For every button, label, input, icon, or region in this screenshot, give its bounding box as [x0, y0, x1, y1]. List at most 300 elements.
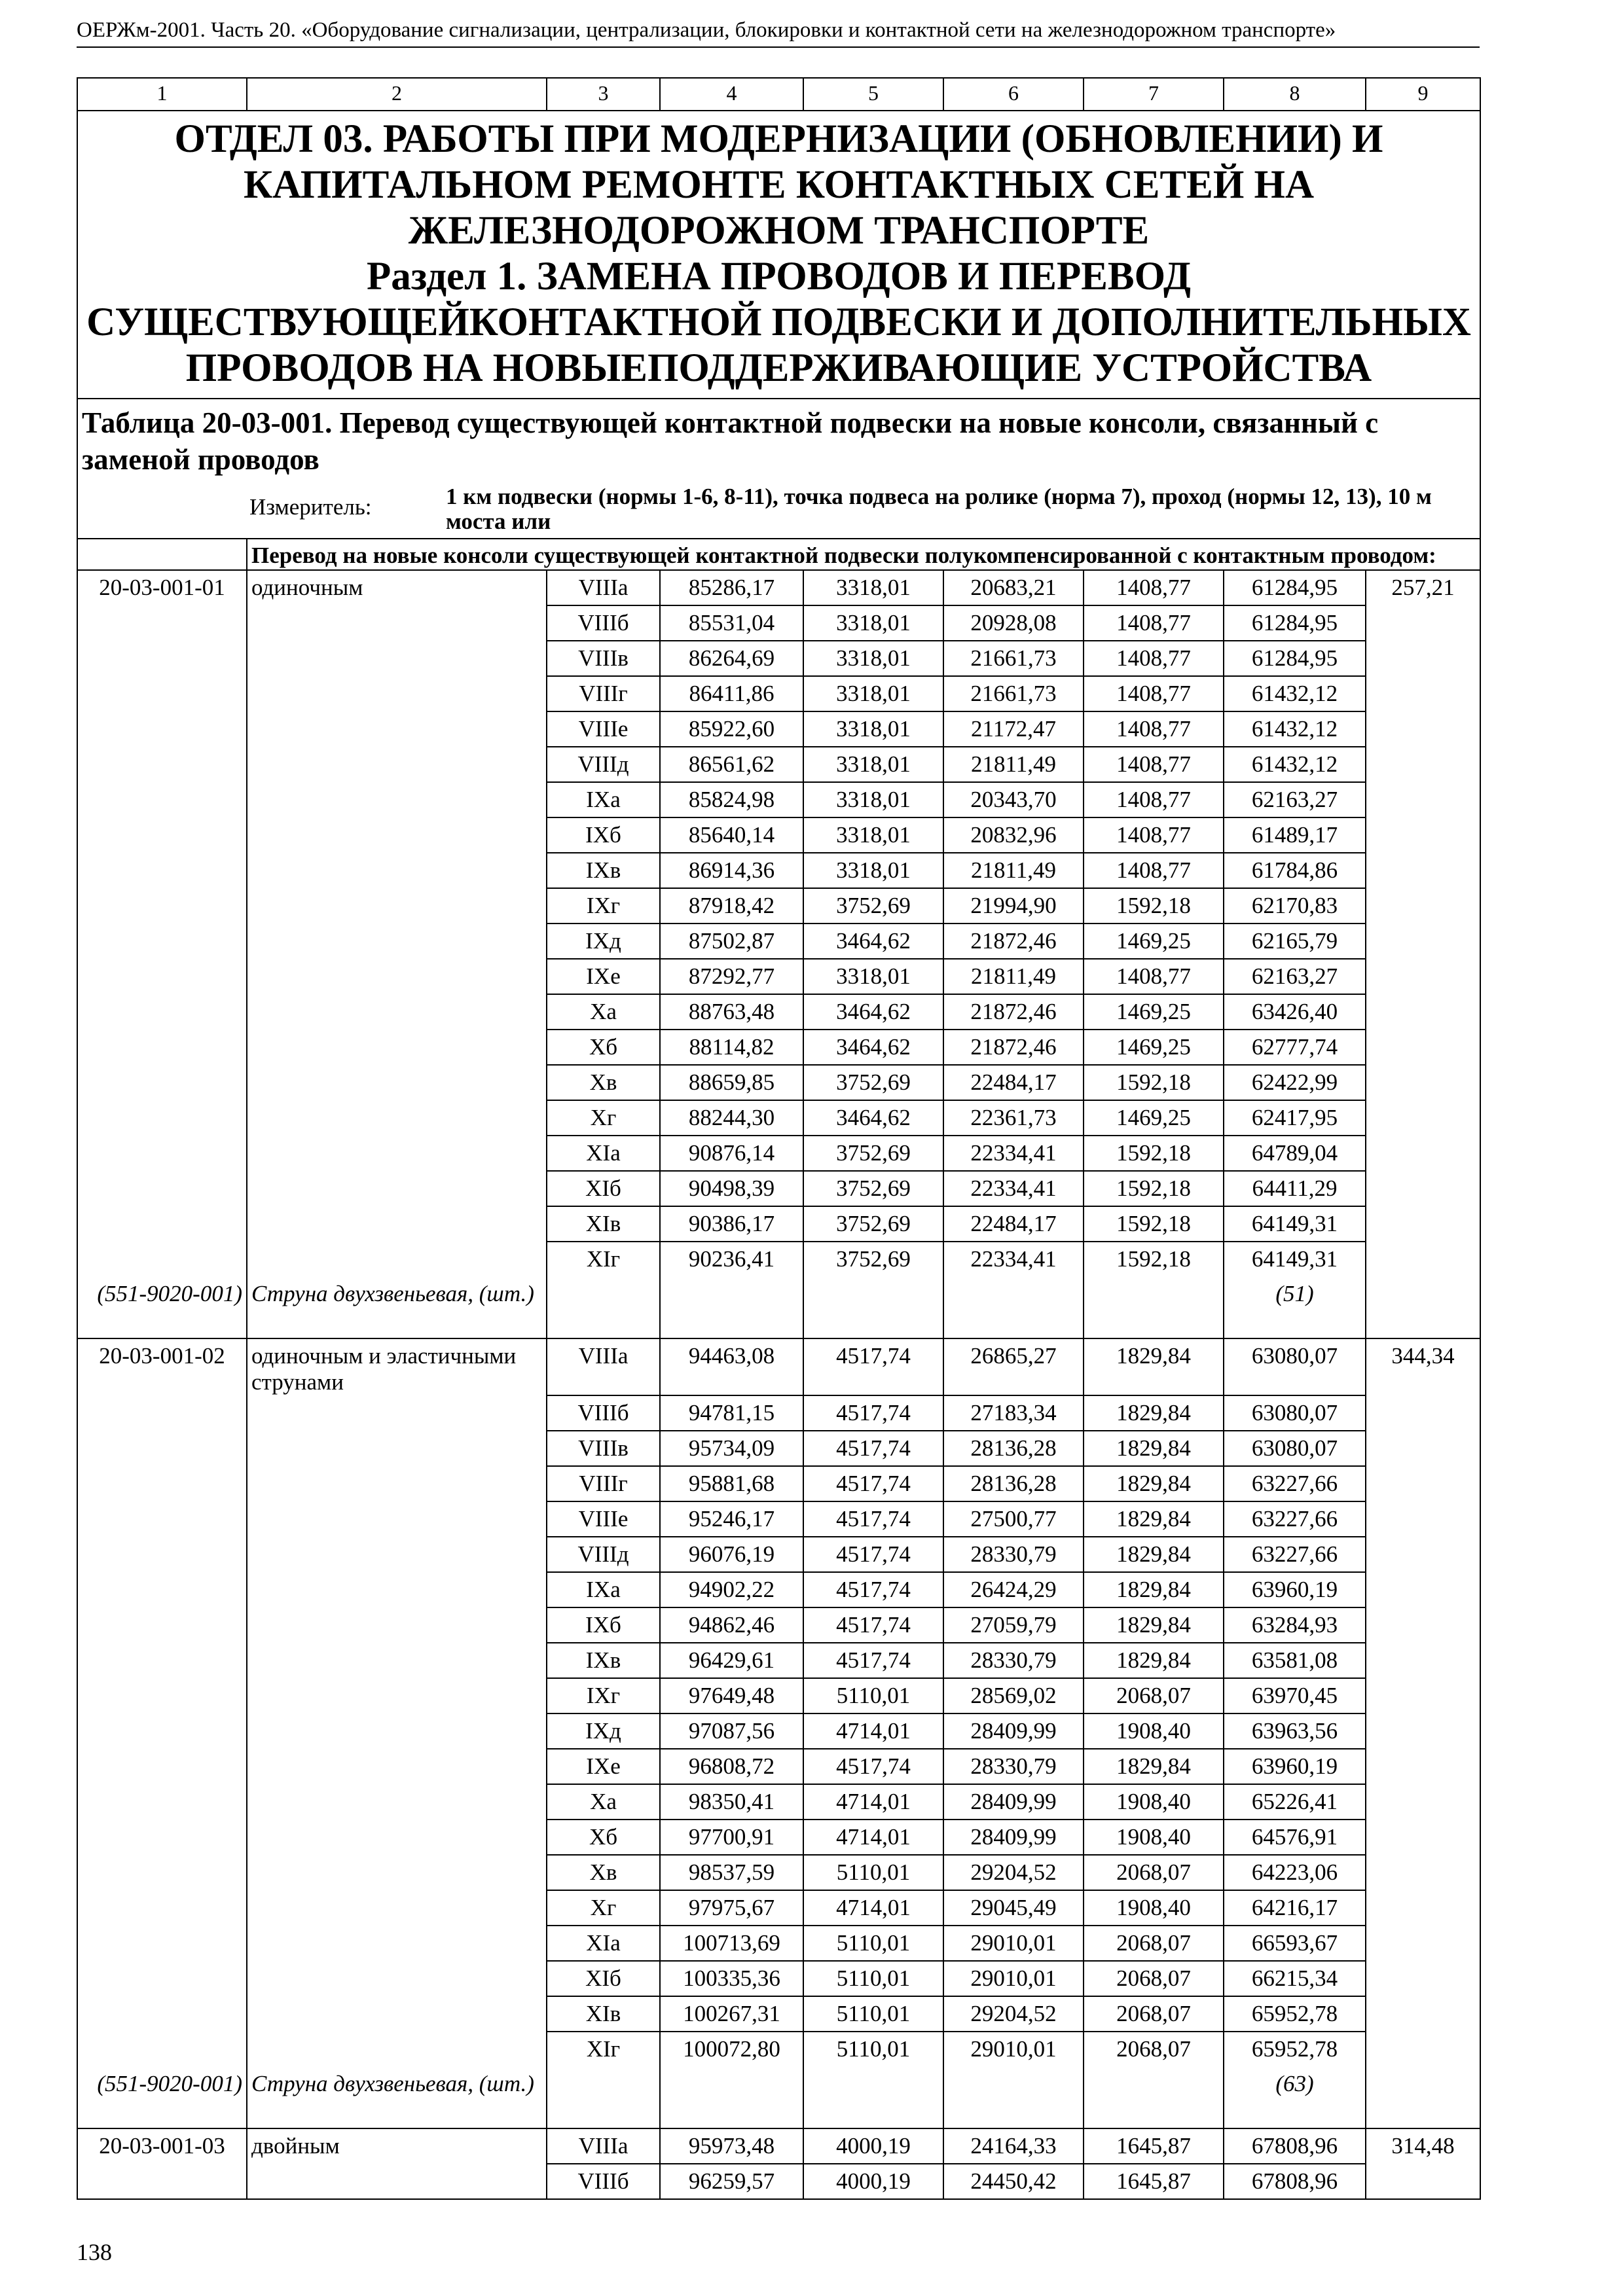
norm-code — [77, 1926, 247, 1961]
work-description — [247, 1678, 547, 1713]
wages-cost: 3318,01 — [803, 817, 943, 853]
total-cost: 96808,72 — [660, 1749, 803, 1784]
machine-cost: 27059,79 — [943, 1607, 1084, 1643]
table-row — [77, 1466, 1480, 1501]
table-row — [77, 1030, 1480, 1065]
table-row — [77, 1242, 1480, 1277]
department-title: ОТДЕЛ 03. РАБОТЫ ПРИ МОДЕРНИЗАЦИИ (ОБНОВЛЕНИИ) И КАПИТАЛЬНОМ РЕМОНТЕ КОНТАКТНЫХ СЕТЕЙ НА ЖЕЛЕЗНОДОРОЖНОМ ТРАНСПОРТЕ — [174, 117, 1383, 253]
table-row — [77, 1713, 1480, 1749]
total-cost: 85286,17 — [660, 570, 803, 605]
total-cost: 95734,09 — [660, 1431, 803, 1466]
norm-code — [77, 994, 247, 1030]
table-row — [77, 1501, 1480, 1537]
total-cost: 90876,14 — [660, 1136, 803, 1171]
total-cost: 90386,17 — [660, 1206, 803, 1242]
machinist-wages: 1645,87 — [1084, 2128, 1224, 2164]
total-cost: 96076,19 — [660, 1537, 803, 1572]
table-row — [77, 1607, 1480, 1643]
wind-region-class: IXг — [547, 1678, 660, 1713]
materials-cost: 61489,17 — [1224, 817, 1366, 853]
wages-cost: 3752,69 — [803, 1242, 943, 1277]
work-description — [247, 1395, 547, 1431]
wages-cost: 4517,74 — [803, 1749, 943, 1784]
wages-cost: 4517,74 — [803, 1572, 943, 1607]
wind-region-class: Xг — [547, 1100, 660, 1136]
wind-region-class: IXб — [547, 1607, 660, 1643]
total-cost: 100713,69 — [660, 1926, 803, 1961]
norm-code: 20-03-001-03 — [77, 2128, 247, 2164]
table-row — [77, 994, 1480, 1030]
machinist-wages: 1469,25 — [1084, 924, 1224, 959]
machinist-wages: 1592,18 — [1084, 1171, 1224, 1206]
work-description — [247, 994, 547, 1030]
work-description — [247, 1961, 547, 1996]
machine-cost: 21661,73 — [943, 641, 1084, 676]
table-row — [77, 1338, 1480, 1395]
table-row — [77, 747, 1480, 782]
total-cost: 86561,62 — [660, 747, 803, 782]
labor-hours — [1366, 1431, 1480, 1466]
machinist-wages: 1829,84 — [1084, 1431, 1224, 1466]
wind-region-class: Xб — [547, 1820, 660, 1855]
table-row — [77, 1643, 1480, 1678]
table-row — [77, 1678, 1480, 1713]
total-cost: 87292,77 — [660, 959, 803, 994]
work-description — [247, 1466, 547, 1501]
wages-cost: 3464,62 — [803, 1030, 943, 1065]
machine-cost: 29010,01 — [943, 1961, 1084, 1996]
machinist-wages: 1408,77 — [1084, 817, 1224, 853]
wind-region-class: VIIIд — [547, 747, 660, 782]
work-description — [247, 2164, 547, 2199]
materials-cost: 61284,95 — [1224, 605, 1366, 641]
column-number: 8 — [1224, 78, 1366, 111]
column-number: 6 — [943, 78, 1084, 111]
work-description: одиночным — [247, 570, 547, 605]
table-row — [77, 1820, 1480, 1855]
wages-cost: 3318,01 — [803, 641, 943, 676]
norm-code — [77, 1171, 247, 1206]
column-number: 1 — [77, 78, 247, 111]
wind-region-class: XIа — [547, 1926, 660, 1961]
table-row — [77, 605, 1480, 641]
table-row — [77, 1996, 1480, 2032]
norm-code: 20-03-001-02 — [77, 1338, 247, 1395]
total-cost: 97087,56 — [660, 1713, 803, 1749]
materials-cost: 63080,07 — [1224, 1338, 1366, 1395]
machine-cost: 22361,73 — [943, 1100, 1084, 1136]
wages-cost: 3318,01 — [803, 782, 943, 817]
machine-cost: 22334,41 — [943, 1242, 1084, 1277]
wages-cost: 4517,74 — [803, 1537, 943, 1572]
table-row — [77, 641, 1480, 676]
empty-cell — [803, 1277, 943, 1338]
labor-hours — [1366, 1996, 1480, 2032]
wind-region-class: XIв — [547, 1996, 660, 2032]
materials-cost: 64411,29 — [1224, 1171, 1366, 1206]
empty-cell — [547, 1277, 660, 1338]
wages-cost: 3752,69 — [803, 1136, 943, 1171]
materials-cost: 62163,27 — [1224, 782, 1366, 817]
wind-region-class: VIIIб — [547, 1395, 660, 1431]
machine-cost: 29204,52 — [943, 1996, 1084, 2032]
labor-hours — [1366, 1171, 1480, 1206]
total-cost: 96259,57 — [660, 2164, 803, 2199]
norm-code — [77, 1890, 247, 1926]
total-cost: 97975,67 — [660, 1890, 803, 1926]
materials-cost: 62165,79 — [1224, 924, 1366, 959]
machine-cost: 28409,99 — [943, 1820, 1084, 1855]
machinist-wages: 1408,77 — [1084, 711, 1224, 747]
machinist-wages: 1829,84 — [1084, 1749, 1224, 1784]
labor-hours — [1366, 1961, 1480, 1996]
labor-hours — [1366, 994, 1480, 1030]
materials-cost: 61784,86 — [1224, 853, 1366, 888]
machine-cost: 27500,77 — [943, 1501, 1084, 1537]
measure-label: Измеритель: — [249, 494, 372, 520]
wages-cost: 5110,01 — [803, 1926, 943, 1961]
machine-cost: 21994,90 — [943, 888, 1084, 924]
wages-cost: 3464,62 — [803, 1100, 943, 1136]
labor-hours — [1366, 1466, 1480, 1501]
materials-cost: 64216,17 — [1224, 1890, 1366, 1926]
labor-hours — [1366, 1890, 1480, 1926]
total-cost: 97700,91 — [660, 1820, 803, 1855]
materials-cost: 67808,96 — [1224, 2164, 1366, 2199]
wind-region-class: VIIIв — [547, 1431, 660, 1466]
wind-region-class: VIIIа — [547, 1338, 660, 1395]
materials-cost: 64789,04 — [1224, 1136, 1366, 1171]
machinist-wages: 1592,18 — [1084, 1065, 1224, 1100]
labor-hours: 344,34 — [1366, 1338, 1480, 1395]
machine-cost: 21872,46 — [943, 994, 1084, 1030]
wages-cost: 3464,62 — [803, 994, 943, 1030]
norm-code — [77, 1242, 247, 1277]
machinist-wages: 2068,07 — [1084, 2032, 1224, 2067]
wages-cost: 3464,62 — [803, 924, 943, 959]
titles-block — [77, 111, 1480, 399]
wages-cost: 4714,01 — [803, 1820, 943, 1855]
machine-cost: 20683,21 — [943, 570, 1084, 605]
materials-cost: 61432,12 — [1224, 676, 1366, 711]
total-cost: 90498,39 — [660, 1171, 803, 1206]
wind-region-class: VIIIб — [547, 2164, 660, 2199]
wind-region-class: VIIIг — [547, 676, 660, 711]
wages-cost: 4000,19 — [803, 2128, 943, 2164]
wages-cost: 4714,01 — [803, 1890, 943, 1926]
total-cost: 90236,41 — [660, 1242, 803, 1277]
norm-code — [77, 1065, 247, 1100]
wind-region-class: VIIIд — [547, 1537, 660, 1572]
materials-cost: 64223,06 — [1224, 1855, 1366, 1890]
total-cost: 100267,31 — [660, 1996, 803, 2032]
table-row — [77, 1572, 1480, 1607]
norm-code — [77, 1643, 247, 1678]
machinist-wages: 1592,18 — [1084, 1206, 1224, 1242]
machinist-wages: 1829,84 — [1084, 1572, 1224, 1607]
materials-cost: 61432,12 — [1224, 711, 1366, 747]
wages-cost: 4517,74 — [803, 1431, 943, 1466]
wind-region-class: IXд — [547, 924, 660, 959]
labor-hours: 257,21 — [1366, 570, 1480, 605]
machine-cost: 24450,42 — [943, 2164, 1084, 2199]
table-row — [77, 2128, 1480, 2164]
work-description — [247, 1206, 547, 1242]
norm-code — [77, 747, 247, 782]
empty-cell — [1084, 2067, 1224, 2128]
labor-hours — [1366, 1926, 1480, 1961]
labor-hours — [1366, 959, 1480, 994]
wages-cost: 3752,69 — [803, 1206, 943, 1242]
wind-region-class: VIIIа — [547, 570, 660, 605]
norm-code — [77, 1996, 247, 2032]
wind-region-class: IXе — [547, 959, 660, 994]
empty-cell — [1366, 2067, 1480, 2128]
total-cost: 94463,08 — [660, 1338, 803, 1395]
page-number: 138 — [77, 2239, 112, 2265]
wind-region-class: IXа — [547, 782, 660, 817]
wind-region-class: Xб — [547, 1030, 660, 1065]
labor-hours — [1366, 1501, 1480, 1537]
work-description — [247, 1749, 547, 1784]
column-number: 4 — [660, 78, 803, 111]
norm-code — [77, 1961, 247, 1996]
work-description — [247, 1537, 547, 1572]
total-cost: 85824,98 — [660, 782, 803, 817]
table-row — [77, 888, 1480, 924]
wind-region-class: VIIIв — [547, 641, 660, 676]
intro-text: Перевод на новые консоли существующей контактной подвески полукомпенсированной с контактным проводом: — [247, 539, 1480, 570]
total-cost: 94862,46 — [660, 1607, 803, 1643]
machine-cost: 28330,79 — [943, 1537, 1084, 1572]
wages-cost: 3318,01 — [803, 676, 943, 711]
table-row — [77, 959, 1480, 994]
machine-cost: 28409,99 — [943, 1713, 1084, 1749]
labor-hours — [1366, 1713, 1480, 1749]
measure-value: 1 км подвески (нормы 1-6, 8-11), точка подвеса на ролике (норма 7), проход (нормы 12, 13), 10 м моста или — [446, 484, 1432, 534]
machine-cost: 22334,41 — [943, 1171, 1084, 1206]
resource-name: Струна двухзвеньевая, (шт.) — [247, 1277, 547, 1338]
total-cost: 97649,48 — [660, 1678, 803, 1713]
table-row — [77, 1100, 1480, 1136]
materials-cost: 66593,67 — [1224, 1926, 1366, 1961]
work-description: одиночным и эластичными струнами — [247, 1338, 547, 1395]
table-row — [77, 1855, 1480, 1890]
wind-region-class: Xа — [547, 994, 660, 1030]
wind-region-class: IXд — [547, 1713, 660, 1749]
table-row — [77, 782, 1480, 817]
wind-region-class: XIа — [547, 1136, 660, 1171]
machine-cost: 21872,46 — [943, 924, 1084, 959]
labor-hours: 314,48 — [1366, 2128, 1480, 2164]
machinist-wages: 1908,40 — [1084, 1820, 1224, 1855]
labor-hours — [1366, 1855, 1480, 1890]
machinist-wages: 2068,07 — [1084, 1678, 1224, 1713]
running-header: ОЕРЖм-2001. Часть 20. «Оборудование сигнализации, централизации, блокировки и контактной сети на железнодорожном транспорте» — [77, 18, 1480, 48]
machinist-wages: 1645,87 — [1084, 2164, 1224, 2199]
total-cost: 98350,41 — [660, 1784, 803, 1820]
wages-cost: 4517,74 — [803, 1466, 943, 1501]
labor-hours — [1366, 1242, 1480, 1277]
table-row — [77, 1395, 1480, 1431]
materials-cost: 62422,99 — [1224, 1065, 1366, 1100]
wages-cost: 3752,69 — [803, 888, 943, 924]
machine-cost: 28330,79 — [943, 1643, 1084, 1678]
work-description — [247, 782, 547, 817]
machinist-wages: 1408,77 — [1084, 676, 1224, 711]
norm-code — [77, 817, 247, 853]
total-cost: 96429,61 — [660, 1643, 803, 1678]
total-cost: 95246,17 — [660, 1501, 803, 1537]
empty-cell — [1084, 1277, 1224, 1338]
machine-cost: 21872,46 — [943, 1030, 1084, 1065]
materials-cost: 63227,66 — [1224, 1501, 1366, 1537]
norm-code — [77, 605, 247, 641]
norm-code — [77, 1855, 247, 1890]
labor-hours — [1366, 1820, 1480, 1855]
materials-cost: 63970,45 — [1224, 1678, 1366, 1713]
labor-hours — [1366, 1643, 1480, 1678]
work-description — [247, 1065, 547, 1100]
machinist-wages: 2068,07 — [1084, 1961, 1224, 1996]
machine-cost: 26424,29 — [943, 1572, 1084, 1607]
norm-code — [77, 676, 247, 711]
labor-hours — [1366, 1206, 1480, 1242]
wages-cost: 5110,01 — [803, 2032, 943, 2067]
work-description — [247, 1855, 547, 1890]
wages-cost: 4714,01 — [803, 1784, 943, 1820]
total-cost: 86914,36 — [660, 853, 803, 888]
materials-cost: 63080,07 — [1224, 1431, 1366, 1466]
norm-code — [77, 2032, 247, 2067]
wages-cost: 4517,74 — [803, 1395, 943, 1431]
machine-cost: 21811,49 — [943, 747, 1084, 782]
machinist-wages: 1592,18 — [1084, 1136, 1224, 1171]
work-description: двойным — [247, 2128, 547, 2164]
machine-cost: 22484,17 — [943, 1065, 1084, 1100]
total-cost: 98537,59 — [660, 1855, 803, 1890]
materials-cost: 63960,19 — [1224, 1572, 1366, 1607]
table-row — [77, 570, 1480, 605]
total-cost: 87918,42 — [660, 888, 803, 924]
resource-quantity: (51) — [1224, 1277, 1366, 1338]
wages-cost: 5110,01 — [803, 1961, 943, 1996]
materials-cost: 64576,91 — [1224, 1820, 1366, 1855]
machinist-wages: 1829,84 — [1084, 1338, 1224, 1395]
machine-cost: 22334,41 — [943, 1136, 1084, 1171]
machine-cost: 28136,28 — [943, 1466, 1084, 1501]
machine-cost: 29010,01 — [943, 1926, 1084, 1961]
materials-cost: 63284,93 — [1224, 1607, 1366, 1643]
machinist-wages: 1408,77 — [1084, 782, 1224, 817]
work-description — [247, 1100, 547, 1136]
machinist-wages: 1469,25 — [1084, 1100, 1224, 1136]
norm-code — [77, 888, 247, 924]
wind-region-class: Xг — [547, 1890, 660, 1926]
section-title: Раздел 1. ЗАМЕНА ПРОВОДОВ И ПЕРЕВОД СУЩЕСТВУЮЩЕЙКОНТАКТНОЙ ПОДВЕСКИ И ДОПОЛНИТЕЛЬНЫХ ПРОВОДОВ НА НОВЫЕПОДДЕРЖИВАЮЩИЕ УСТРОЙСТВА — [86, 255, 1471, 390]
table-row — [77, 817, 1480, 853]
machinist-wages: 1829,84 — [1084, 1395, 1224, 1431]
norm-code — [77, 1713, 247, 1749]
machine-cost: 21811,49 — [943, 959, 1084, 994]
norm-code — [77, 1395, 247, 1431]
labor-hours — [1366, 711, 1480, 747]
norm-code — [77, 1749, 247, 1784]
machinist-wages: 1829,84 — [1084, 1501, 1224, 1537]
machine-cost: 28330,79 — [943, 1749, 1084, 1784]
machinist-wages: 2068,07 — [1084, 1926, 1224, 1961]
table-row — [77, 924, 1480, 959]
labor-hours — [1366, 1537, 1480, 1572]
machine-cost: 29204,52 — [943, 1855, 1084, 1890]
wind-region-class: Xа — [547, 1784, 660, 1820]
machinist-wages: 1592,18 — [1084, 888, 1224, 924]
total-cost: 100072,80 — [660, 2032, 803, 2067]
table-row — [77, 1784, 1480, 1820]
table-row — [77, 1926, 1480, 1961]
wages-cost: 3318,01 — [803, 853, 943, 888]
machine-cost: 21172,47 — [943, 711, 1084, 747]
work-description — [247, 1890, 547, 1926]
machinist-wages: 2068,07 — [1084, 1996, 1224, 2032]
work-description — [247, 959, 547, 994]
wages-cost: 3318,01 — [803, 711, 943, 747]
wages-cost: 5110,01 — [803, 1855, 943, 1890]
resource-quantity: (63) — [1224, 2067, 1366, 2128]
total-cost: 85531,04 — [660, 605, 803, 641]
labor-hours — [1366, 1607, 1480, 1643]
norm-code — [77, 1537, 247, 1572]
machine-cost: 27183,34 — [943, 1395, 1084, 1431]
wind-region-class: XIг — [547, 1242, 660, 1277]
machinist-wages: 1408,77 — [1084, 605, 1224, 641]
total-cost: 95881,68 — [660, 1466, 803, 1501]
table-row — [77, 711, 1480, 747]
materials-cost: 62417,95 — [1224, 1100, 1366, 1136]
total-cost: 88763,48 — [660, 994, 803, 1030]
empty-cell — [547, 2067, 660, 2128]
work-description — [247, 1171, 547, 1206]
total-cost: 100335,36 — [660, 1961, 803, 1996]
work-description — [247, 1820, 547, 1855]
norm-code — [77, 1607, 247, 1643]
machinist-wages: 1829,84 — [1084, 1607, 1224, 1643]
wind-region-class: Xв — [547, 1855, 660, 1890]
labor-hours — [1366, 605, 1480, 641]
machine-cost: 28136,28 — [943, 1431, 1084, 1466]
norm-code — [77, 1820, 247, 1855]
empty-cell — [943, 1277, 1084, 1338]
total-cost: 95973,48 — [660, 2128, 803, 2164]
wind-region-class: IXв — [547, 853, 660, 888]
machine-cost: 20343,70 — [943, 782, 1084, 817]
work-description — [247, 747, 547, 782]
labor-hours — [1366, 676, 1480, 711]
column-number-row — [77, 78, 1480, 111]
materials-cost: 64149,31 — [1224, 1242, 1366, 1277]
norm-code — [77, 1466, 247, 1501]
labor-hours — [1366, 924, 1480, 959]
norm-code — [77, 924, 247, 959]
norms-table — [77, 77, 1481, 2200]
wages-cost: 4517,74 — [803, 1607, 943, 1643]
machine-cost: 22484,17 — [943, 1206, 1084, 1242]
norm-code — [77, 2164, 247, 2199]
table-row — [77, 1065, 1480, 1100]
materials-cost: 63960,19 — [1224, 1749, 1366, 1784]
norm-code — [77, 641, 247, 676]
table-row — [77, 1171, 1480, 1206]
